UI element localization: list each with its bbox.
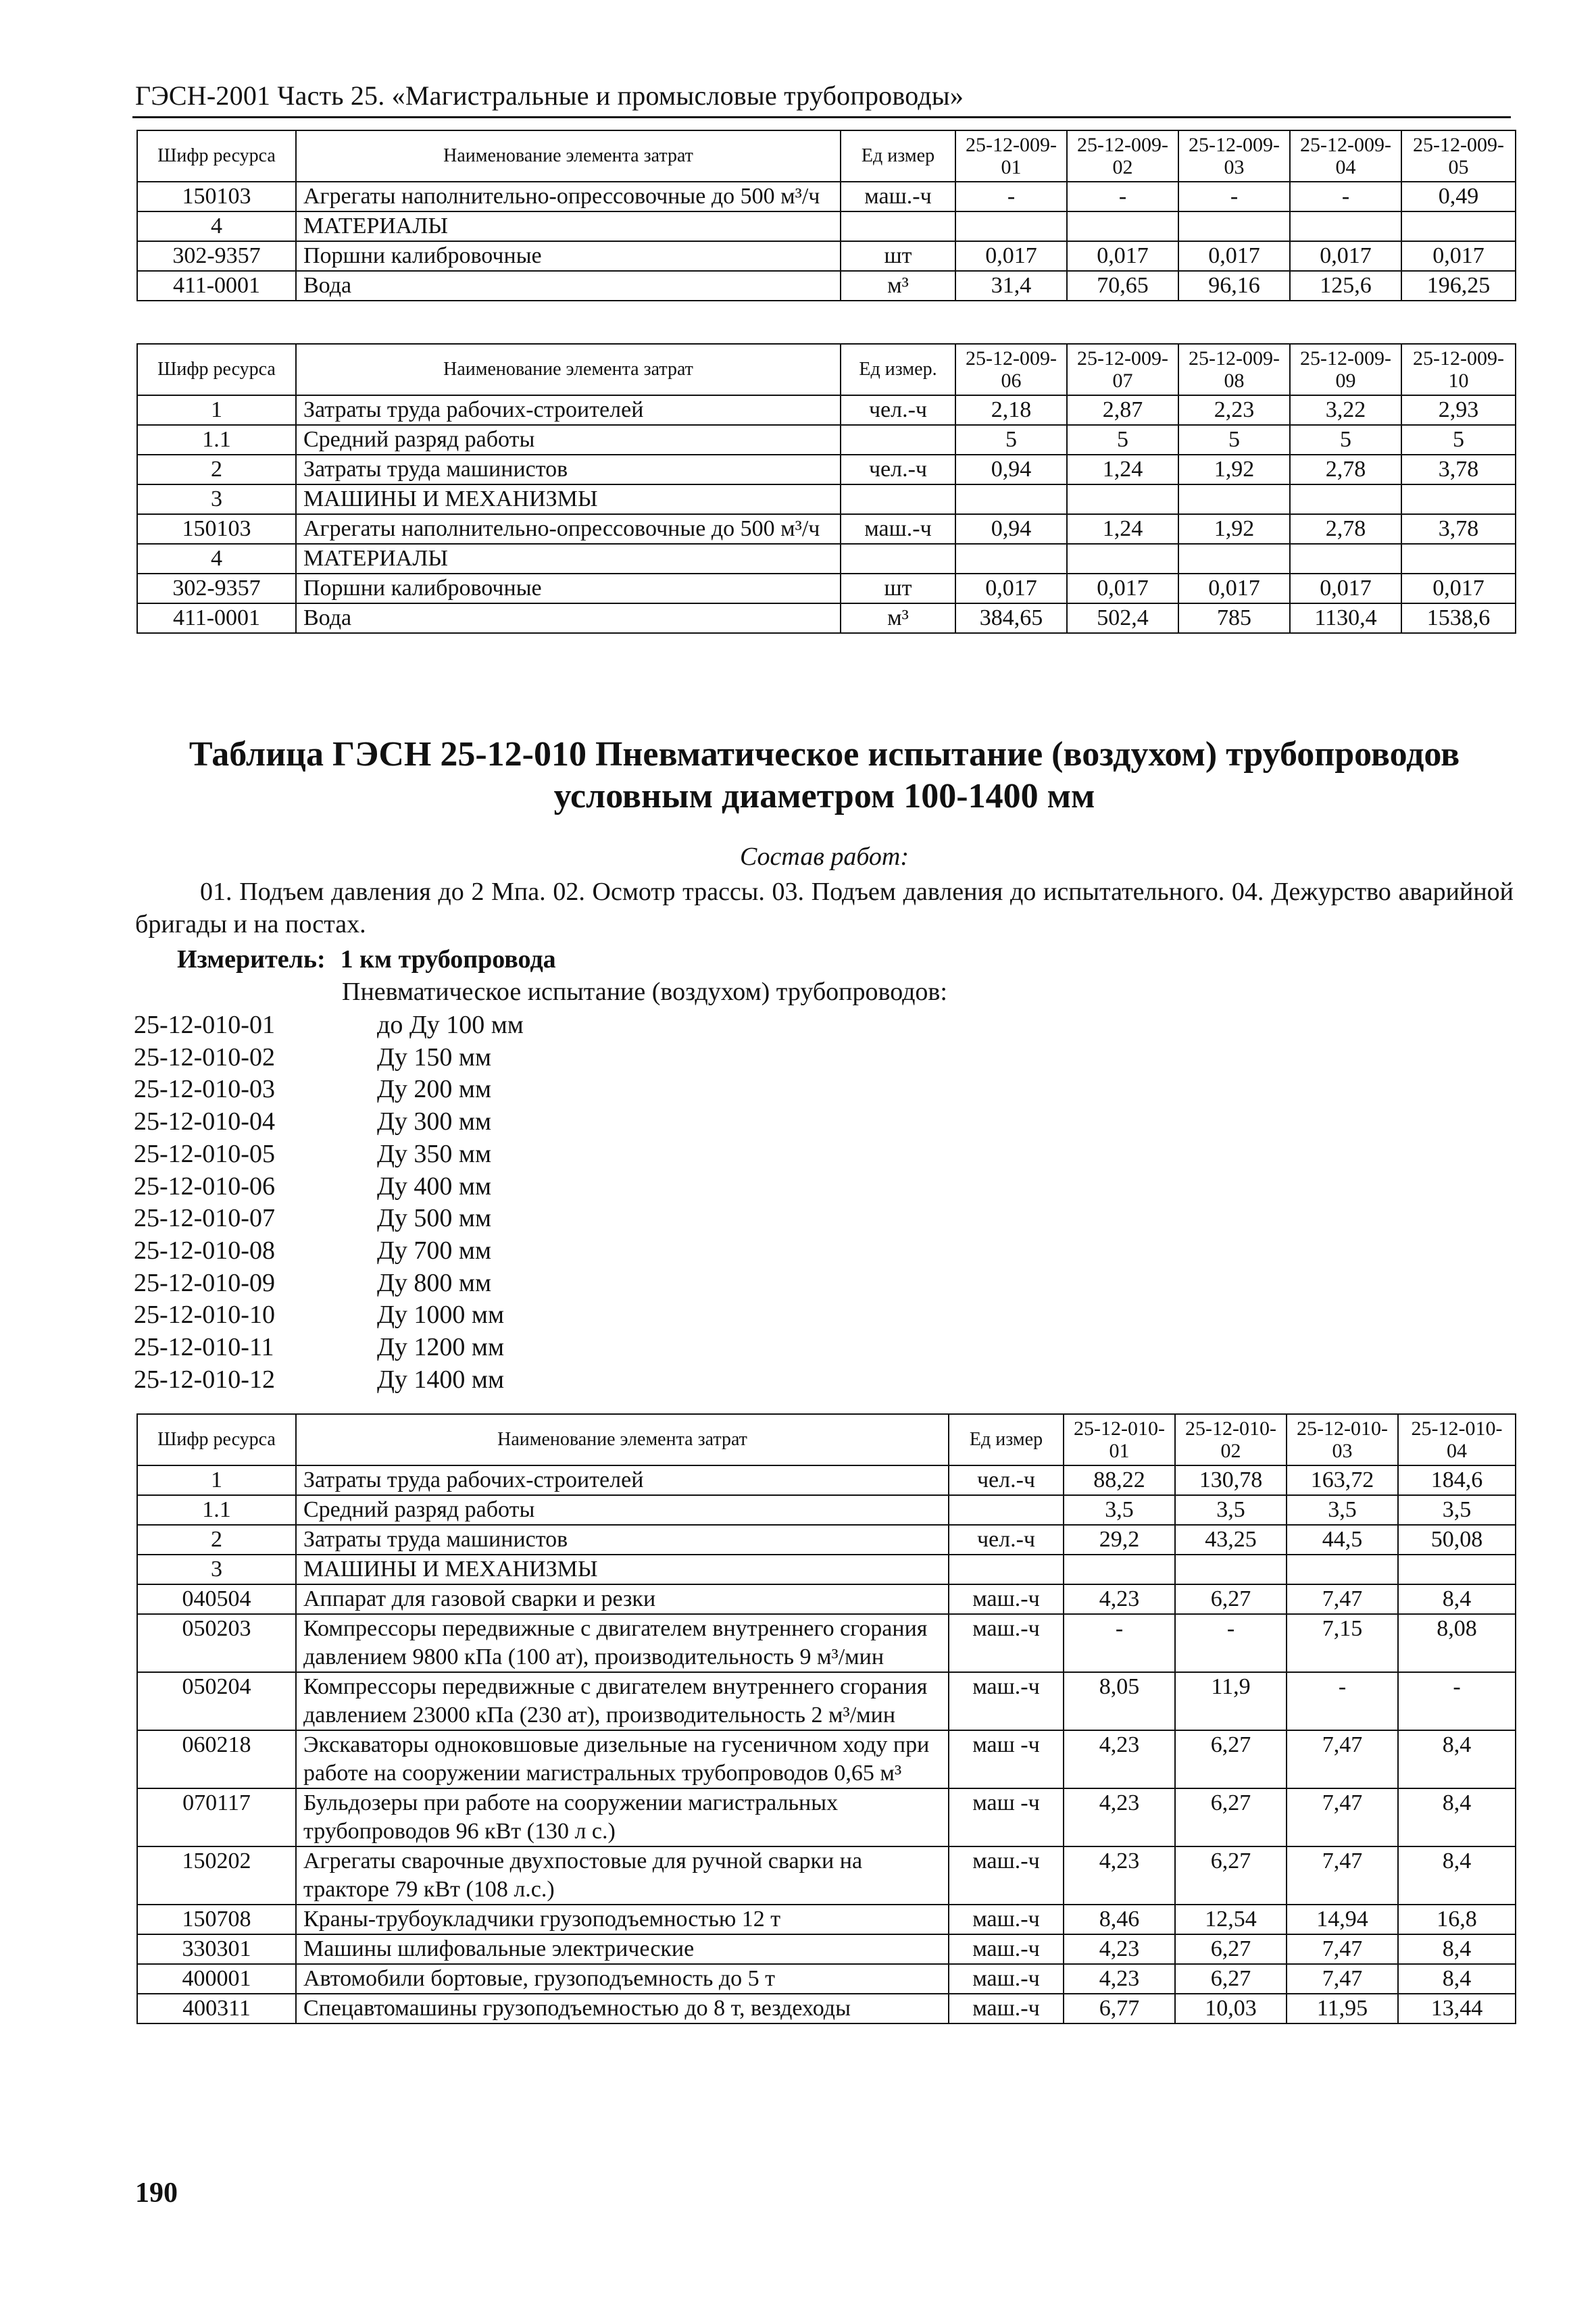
variant-label: Ду 300 мм — [377, 1107, 492, 1136]
unit — [841, 211, 955, 241]
norm-value: 0,017 — [1067, 574, 1178, 603]
unit: чел.-ч — [841, 455, 955, 484]
table-row — [137, 1905, 1516, 1934]
table-row — [137, 544, 1516, 574]
composition-text: 01. Подъем давления до 2 Мпа. 02. Осмотр трассы. 03. Подъем давления до испытательного. 04. Дежурство аварийной бригады и на постах. — [135, 878, 1514, 938]
variant-code: 25-12-010-09 — [134, 1268, 275, 1297]
norm-value: - — [1178, 182, 1290, 211]
col-header-norm: 25-12-009-10 — [1401, 344, 1516, 395]
variant-item — [134, 1042, 524, 1074]
norm-value: 130,78 — [1175, 1465, 1287, 1495]
resource-name: МАШИНЫ И МЕХАНИЗМЫ — [296, 1555, 949, 1584]
variant-item — [134, 1299, 524, 1332]
norm-value: 6,27 — [1175, 1934, 1287, 1964]
norm-value: 13,44 — [1398, 1994, 1516, 2023]
norm-value: 88,22 — [1064, 1465, 1175, 1495]
resource-name: Агрегаты сварочные двухпостовые для ручной сварки на тракторе 79 кВт (108 л.с.) — [296, 1846, 949, 1905]
table-body — [137, 182, 1516, 301]
resource-name: Экскаваторы одноковшовые дизельные на гусеничном ходу при работе на сооружении магистральных трубопроводов 0,65 м³ — [296, 1730, 949, 1788]
unit: маш.-ч — [949, 1994, 1064, 2023]
norm-value — [955, 484, 1067, 514]
table-row — [137, 514, 1516, 544]
resource-code: 330301 — [137, 1934, 296, 1964]
resource-name: МАШИНЫ И МЕХАНИЗМЫ — [296, 484, 841, 514]
variant-item — [134, 1106, 524, 1138]
norm-value: 44,5 — [1287, 1525, 1398, 1555]
table-row — [137, 395, 1516, 425]
norm-value: 4,23 — [1064, 1730, 1175, 1788]
col-header-norm: 25-12-009-04 — [1290, 130, 1401, 182]
variant-code: 25-12-010-06 — [134, 1172, 275, 1201]
norm-value: 6,27 — [1175, 1584, 1287, 1614]
resource-name: МАТЕРИАЛЫ — [296, 544, 841, 574]
table-header-row — [137, 1414, 1516, 1465]
meter-line — [177, 945, 556, 974]
variant-label: Ду 200 мм — [377, 1075, 492, 1104]
resource-name: Вода — [296, 603, 841, 633]
col-header-norm: 25-12-009-03 — [1178, 130, 1290, 182]
table-title: Таблица ГЭСН 25-12-010 Пневматическое испытание (воздухом) трубопроводов условным диаметром 100-1400 мм — [189, 735, 1460, 815]
norm-value: 0,94 — [955, 514, 1067, 544]
resource-name: Машины шлифовальные электрические — [296, 1934, 949, 1964]
resource-code: 150103 — [137, 514, 296, 544]
norm-value — [1067, 484, 1178, 514]
norm-value: 8,46 — [1064, 1905, 1175, 1934]
norm-value — [1064, 1555, 1175, 1584]
resource-code: 3 — [137, 1555, 296, 1584]
resource-code: 2 — [137, 455, 296, 484]
norm-value: 4,23 — [1064, 1846, 1175, 1905]
resource-name: Вода — [296, 271, 841, 301]
col-header-code: Шифр ресурса — [137, 344, 296, 395]
norm-value: 0,017 — [1290, 574, 1401, 603]
unit: м³ — [841, 271, 955, 301]
col-header-norm: 25-12-010-04 — [1398, 1414, 1516, 1465]
unit: маш.-ч — [841, 514, 955, 544]
norm-value: 8,4 — [1398, 1584, 1516, 1614]
norm-value: 2,93 — [1401, 395, 1516, 425]
unit — [841, 425, 955, 455]
norm-value: 1,24 — [1067, 514, 1178, 544]
norm-value: 0,49 — [1401, 182, 1516, 211]
norm-value: 2,78 — [1290, 514, 1401, 544]
variant-label: Ду 1200 мм — [377, 1333, 505, 1362]
variant-label: Ду 1400 мм — [377, 1365, 505, 1394]
norm-value: 0,017 — [955, 241, 1067, 271]
norm-value — [1175, 1555, 1287, 1584]
table-row — [137, 1525, 1516, 1555]
variant-item — [134, 1138, 524, 1171]
norm-value: 4,23 — [1064, 1788, 1175, 1846]
norm-value — [1401, 544, 1516, 574]
unit — [949, 1555, 1064, 1584]
norm-value: 5 — [1290, 425, 1401, 455]
variant-code: 25-12-010-08 — [134, 1236, 275, 1265]
norm-value: 50,08 — [1398, 1525, 1516, 1555]
col-header-norm: 25-12-009-02 — [1067, 130, 1178, 182]
norm-value: 785 — [1178, 603, 1290, 633]
norm-value: 6,27 — [1175, 1964, 1287, 1994]
norm-value: 8,4 — [1398, 1788, 1516, 1846]
norm-value: 1,24 — [1067, 455, 1178, 484]
col-header-code: Шифр ресурса — [137, 1414, 296, 1465]
table-header-row — [137, 344, 1516, 395]
resource-name: МАТЕРИАЛЫ — [296, 211, 841, 241]
norm-value: 14,94 — [1287, 1905, 1398, 1934]
variant-item — [134, 1074, 524, 1106]
table-row — [137, 1994, 1516, 2023]
col-header-unit: Ед измер. — [841, 344, 955, 395]
unit: маш -ч — [949, 1730, 1064, 1788]
resource-code: 411-0001 — [137, 603, 296, 633]
variant-code: 25-12-010-05 — [134, 1139, 275, 1168]
variant-code: 25-12-010-12 — [134, 1365, 275, 1394]
variant-code: 25-12-010-10 — [134, 1301, 275, 1330]
norm-value: 1130,4 — [1290, 603, 1401, 633]
table-row — [137, 574, 1516, 603]
norm-value: 2,18 — [955, 395, 1067, 425]
resource-code: 302-9357 — [137, 574, 296, 603]
variant-item — [134, 1267, 524, 1300]
norm-value: 384,65 — [955, 603, 1067, 633]
resource-name: Затраты труда рабочих-строителей — [296, 1465, 949, 1495]
composition-heading: Состав работ: — [739, 842, 909, 871]
resource-code: 150202 — [137, 1846, 296, 1905]
resource-name: Поршни калибровочные — [296, 241, 841, 271]
norm-value: 163,72 — [1287, 1465, 1398, 1495]
unit: м³ — [841, 603, 955, 633]
table-header-row — [137, 130, 1516, 182]
norm-value: 2,87 — [1067, 395, 1178, 425]
norm-value: 2,78 — [1290, 455, 1401, 484]
unit: маш -ч — [949, 1788, 1064, 1846]
norm-value: 3,78 — [1401, 455, 1516, 484]
unit: чел.-ч — [949, 1465, 1064, 1495]
norm-value: 12,54 — [1175, 1905, 1287, 1934]
norm-value: 16,8 — [1398, 1905, 1516, 1934]
norm-value: 6,27 — [1175, 1846, 1287, 1905]
norm-value: 5 — [1067, 425, 1178, 455]
table-row — [137, 1672, 1516, 1730]
unit: маш.-ч — [949, 1934, 1064, 1964]
table-body — [137, 395, 1516, 633]
norm-value: 8,4 — [1398, 1846, 1516, 1905]
norm-value: 4,23 — [1064, 1934, 1175, 1964]
resource-name: Затраты труда рабочих-строителей — [296, 395, 841, 425]
unit — [841, 544, 955, 574]
col-header-norm: 25-12-010-02 — [1175, 1414, 1287, 1465]
resource-code: 060218 — [137, 1730, 296, 1788]
resource-name: Автомобили бортовые, грузоподъемность до 5 т — [296, 1964, 949, 1994]
resource-name: Спецавтомашины грузоподъемностью до 8 т, вездеходы — [296, 1994, 949, 2023]
resource-code: 150708 — [137, 1905, 296, 1934]
unit: маш.-ч — [841, 182, 955, 211]
norm-value: 7,47 — [1287, 1964, 1398, 1994]
unit: шт — [841, 241, 955, 271]
table-row — [137, 211, 1516, 241]
col-header-norm: 25-12-010-03 — [1287, 1414, 1398, 1465]
norm-value: 3,5 — [1175, 1495, 1287, 1525]
table-row — [137, 271, 1516, 301]
norm-value: 196,25 — [1401, 271, 1516, 301]
norm-value — [1067, 211, 1178, 241]
running-header: ГЭСН-2001 Часть 25. «Магистральные и промысловые трубопроводы» — [135, 80, 964, 111]
unit — [841, 484, 955, 514]
norm-value: 7,47 — [1287, 1934, 1398, 1964]
variant-item — [134, 1171, 524, 1203]
variant-label: Ду 400 мм — [377, 1172, 492, 1201]
norm-value: 0,017 — [955, 574, 1067, 603]
table-row — [137, 241, 1516, 271]
resource-table-009-06-10 — [136, 343, 1516, 634]
variant-code: 25-12-010-11 — [134, 1333, 274, 1362]
variant-code: 25-12-010-07 — [134, 1204, 275, 1233]
unit: чел.-ч — [841, 395, 955, 425]
col-header-norm: 25-12-010-01 — [1064, 1414, 1175, 1465]
norm-value: 7,15 — [1287, 1614, 1398, 1672]
norm-value: 0,017 — [1401, 241, 1516, 271]
meter-label: Измеритель: — [177, 945, 326, 974]
variant-list — [134, 1009, 524, 1396]
resource-name: Средний разряд работы — [296, 1495, 949, 1525]
col-header-norm: 25-12-009-07 — [1067, 344, 1178, 395]
col-header-unit: Ед измер — [841, 130, 955, 182]
resource-table-010 — [136, 1413, 1516, 2024]
norm-value: 6,27 — [1175, 1788, 1287, 1846]
variant-item — [134, 1332, 524, 1364]
resource-name: Агрегаты наполнительно-опрессовочные до 500 м³/ч — [296, 182, 841, 211]
norm-value — [1290, 544, 1401, 574]
norm-value: - — [1287, 1672, 1398, 1730]
table-row — [137, 425, 1516, 455]
norm-value: 3,5 — [1064, 1495, 1175, 1525]
resource-code: 1.1 — [137, 425, 296, 455]
norm-value: 0,017 — [1290, 241, 1401, 271]
norm-value: - — [1175, 1614, 1287, 1672]
norm-value: 184,6 — [1398, 1465, 1516, 1495]
norm-value — [1290, 211, 1401, 241]
resource-code: 050204 — [137, 1672, 296, 1730]
resource-name: Бульдозеры при работе на сооружении магистральных трубопроводов 96 кВт (130 л с.) — [296, 1788, 949, 1846]
table-row — [137, 1730, 1516, 1788]
norm-value — [1178, 544, 1290, 574]
norm-value: 3,78 — [1401, 514, 1516, 544]
norm-value: 7,47 — [1287, 1730, 1398, 1788]
col-header-norm: 25-12-009-06 — [955, 344, 1067, 395]
variant-label: Ду 700 мм — [377, 1236, 492, 1265]
col-header-norm: 25-12-009-09 — [1290, 344, 1401, 395]
table-row — [137, 603, 1516, 633]
norm-value: 29,2 — [1064, 1525, 1175, 1555]
norm-value: 43,25 — [1175, 1525, 1287, 1555]
table-row — [137, 455, 1516, 484]
resource-name: Поршни калибровочные — [296, 574, 841, 603]
norm-value: 8,08 — [1398, 1614, 1516, 1672]
norm-value: 7,47 — [1287, 1584, 1398, 1614]
col-header-norm: 25-12-009-05 — [1401, 130, 1516, 182]
norm-value: 3,22 — [1290, 395, 1401, 425]
norm-value: 1,92 — [1178, 455, 1290, 484]
norm-value — [1401, 211, 1516, 241]
variant-label: Ду 1000 мм — [377, 1301, 505, 1330]
norm-value — [955, 544, 1067, 574]
norm-value: 6,77 — [1064, 1994, 1175, 2023]
resource-code: 070117 — [137, 1788, 296, 1846]
norm-value: 8,4 — [1398, 1730, 1516, 1788]
resource-code: 1.1 — [137, 1495, 296, 1525]
table-row — [137, 1934, 1516, 1964]
norm-value: 0,017 — [1178, 574, 1290, 603]
variant-code: 25-12-010-01 — [134, 1011, 275, 1039]
unit: маш.-ч — [949, 1964, 1064, 1994]
table-row — [137, 484, 1516, 514]
resource-name: Аппарат для газовой сварки и резки — [296, 1584, 949, 1614]
norm-value: 11,95 — [1287, 1994, 1398, 2023]
table-row — [137, 1614, 1516, 1672]
resource-name: Затраты труда машинистов — [296, 1525, 949, 1555]
norm-value: 0,94 — [955, 455, 1067, 484]
variant-item — [134, 1235, 524, 1267]
resource-code: 411-0001 — [137, 271, 296, 301]
variant-label: Ду 500 мм — [377, 1204, 492, 1233]
norm-value: 7,47 — [1287, 1788, 1398, 1846]
norm-value: 31,4 — [955, 271, 1067, 301]
norm-value: 7,47 — [1287, 1846, 1398, 1905]
norm-value: 10,03 — [1175, 1994, 1287, 2023]
unit: чел.-ч — [949, 1525, 1064, 1555]
norm-value: - — [1064, 1614, 1175, 1672]
variant-heading: Пневматическое испытание (воздухом) трубопроводов: — [342, 978, 947, 1006]
meter-value: 1 км трубопровода — [340, 945, 556, 974]
table-row — [137, 1846, 1516, 1905]
norm-value: 8,4 — [1398, 1964, 1516, 1994]
norm-value: 5 — [1401, 425, 1516, 455]
variant-label: Ду 350 мм — [377, 1139, 492, 1168]
norm-value: 5 — [955, 425, 1067, 455]
col-header-unit: Ед измер — [949, 1414, 1064, 1465]
norm-value — [1178, 484, 1290, 514]
page-number: 190 — [135, 2178, 178, 2209]
table-row — [137, 1495, 1516, 1525]
norm-value: 0,017 — [1067, 241, 1178, 271]
unit: маш.-ч — [949, 1614, 1064, 1672]
table-row — [137, 182, 1516, 211]
resource-name: Агрегаты наполнительно-опрессовочные до 500 м³/ч — [296, 514, 841, 544]
resource-name: Компрессоры передвижные с двигателем внутреннего сгорания давлением 23000 кПа (230 ат), производительность 2 м³/мин — [296, 1672, 949, 1730]
norm-value: - — [1398, 1672, 1516, 1730]
unit: маш.-ч — [949, 1905, 1064, 1934]
resource-code: 302-9357 — [137, 241, 296, 271]
norm-value: 96,16 — [1178, 271, 1290, 301]
variant-item — [134, 1009, 524, 1042]
variant-label: Ду 150 мм — [377, 1042, 492, 1072]
norm-value — [955, 211, 1067, 241]
table-row — [137, 1584, 1516, 1614]
col-header-code: Шифр ресурса — [137, 130, 296, 182]
resource-code: 040504 — [137, 1584, 296, 1614]
norm-value: 4,23 — [1064, 1964, 1175, 1994]
norm-value — [1398, 1555, 1516, 1584]
table-row — [137, 1964, 1516, 1994]
norm-value: 1,92 — [1178, 514, 1290, 544]
resource-code: 400001 — [137, 1964, 296, 1994]
norm-value — [1178, 211, 1290, 241]
col-header-name: Наименование элемента затрат — [296, 1414, 949, 1465]
norm-value: 70,65 — [1067, 271, 1178, 301]
variant-code: 25-12-010-04 — [134, 1107, 275, 1136]
resource-code: 4 — [137, 544, 296, 574]
resource-code: 400311 — [137, 1994, 296, 2023]
norm-value: 8,4 — [1398, 1934, 1516, 1964]
resource-code: 1 — [137, 395, 296, 425]
norm-value — [1290, 484, 1401, 514]
table-row — [137, 1555, 1516, 1584]
resource-code: 050203 — [137, 1614, 296, 1672]
col-header-norm: 25-12-009-01 — [955, 130, 1067, 182]
col-header-name: Наименование элемента затрат — [296, 130, 841, 182]
norm-value: 1538,6 — [1401, 603, 1516, 633]
table-row — [137, 1788, 1516, 1846]
norm-value — [1401, 484, 1516, 514]
variant-label: до Ду 100 мм — [377, 1011, 524, 1039]
norm-value: 2,23 — [1178, 395, 1290, 425]
norm-value: 5 — [1178, 425, 1290, 455]
norm-value: 125,6 — [1290, 271, 1401, 301]
norm-value: 0,017 — [1401, 574, 1516, 603]
resource-code: 3 — [137, 484, 296, 514]
resource-code: 1 — [137, 1465, 296, 1495]
norm-value — [1287, 1555, 1398, 1584]
resource-name: Компрессоры передвижные с двигателем внутреннего сгорания давлением 9800 кПа (100 ат), производительность 9 м³/мин — [296, 1614, 949, 1672]
resource-name: Затраты труда машинистов — [296, 455, 841, 484]
norm-value: 4,23 — [1064, 1584, 1175, 1614]
norm-value: - — [955, 182, 1067, 211]
unit: маш.-ч — [949, 1672, 1064, 1730]
norm-value: 8,05 — [1064, 1672, 1175, 1730]
norm-value: - — [1067, 182, 1178, 211]
norm-value: 6,27 — [1175, 1730, 1287, 1788]
resource-code: 4 — [137, 211, 296, 241]
resource-code: 2 — [137, 1525, 296, 1555]
variant-label: Ду 800 мм — [377, 1268, 492, 1297]
variant-code: 25-12-010-03 — [134, 1075, 275, 1104]
resource-name: Краны-трубоукладчики грузоподъемностью 12 т — [296, 1905, 949, 1934]
norm-value: 3,5 — [1287, 1495, 1398, 1525]
table-row — [137, 1465, 1516, 1495]
unit: маш.-ч — [949, 1846, 1064, 1905]
table-body — [137, 1465, 1516, 2023]
col-header-norm: 25-12-009-08 — [1178, 344, 1290, 395]
resource-code: 150103 — [137, 182, 296, 211]
variant-item — [134, 1364, 524, 1397]
col-header-name: Наименование элемента затрат — [296, 344, 841, 395]
norm-value — [1067, 544, 1178, 574]
norm-value: 0,017 — [1178, 241, 1290, 271]
norm-value: - — [1290, 182, 1401, 211]
unit — [949, 1495, 1064, 1525]
resource-name: Средний разряд работы — [296, 425, 841, 455]
resource-table-009-01-05 — [136, 130, 1516, 301]
variant-code: 25-12-010-02 — [134, 1042, 275, 1072]
norm-value: 3,5 — [1398, 1495, 1516, 1525]
unit: маш.-ч — [949, 1584, 1064, 1614]
header-rule — [132, 116, 1511, 118]
norm-value: 502,4 — [1067, 603, 1178, 633]
variant-item — [134, 1203, 524, 1235]
unit: шт — [841, 574, 955, 603]
norm-value: 11,9 — [1175, 1672, 1287, 1730]
